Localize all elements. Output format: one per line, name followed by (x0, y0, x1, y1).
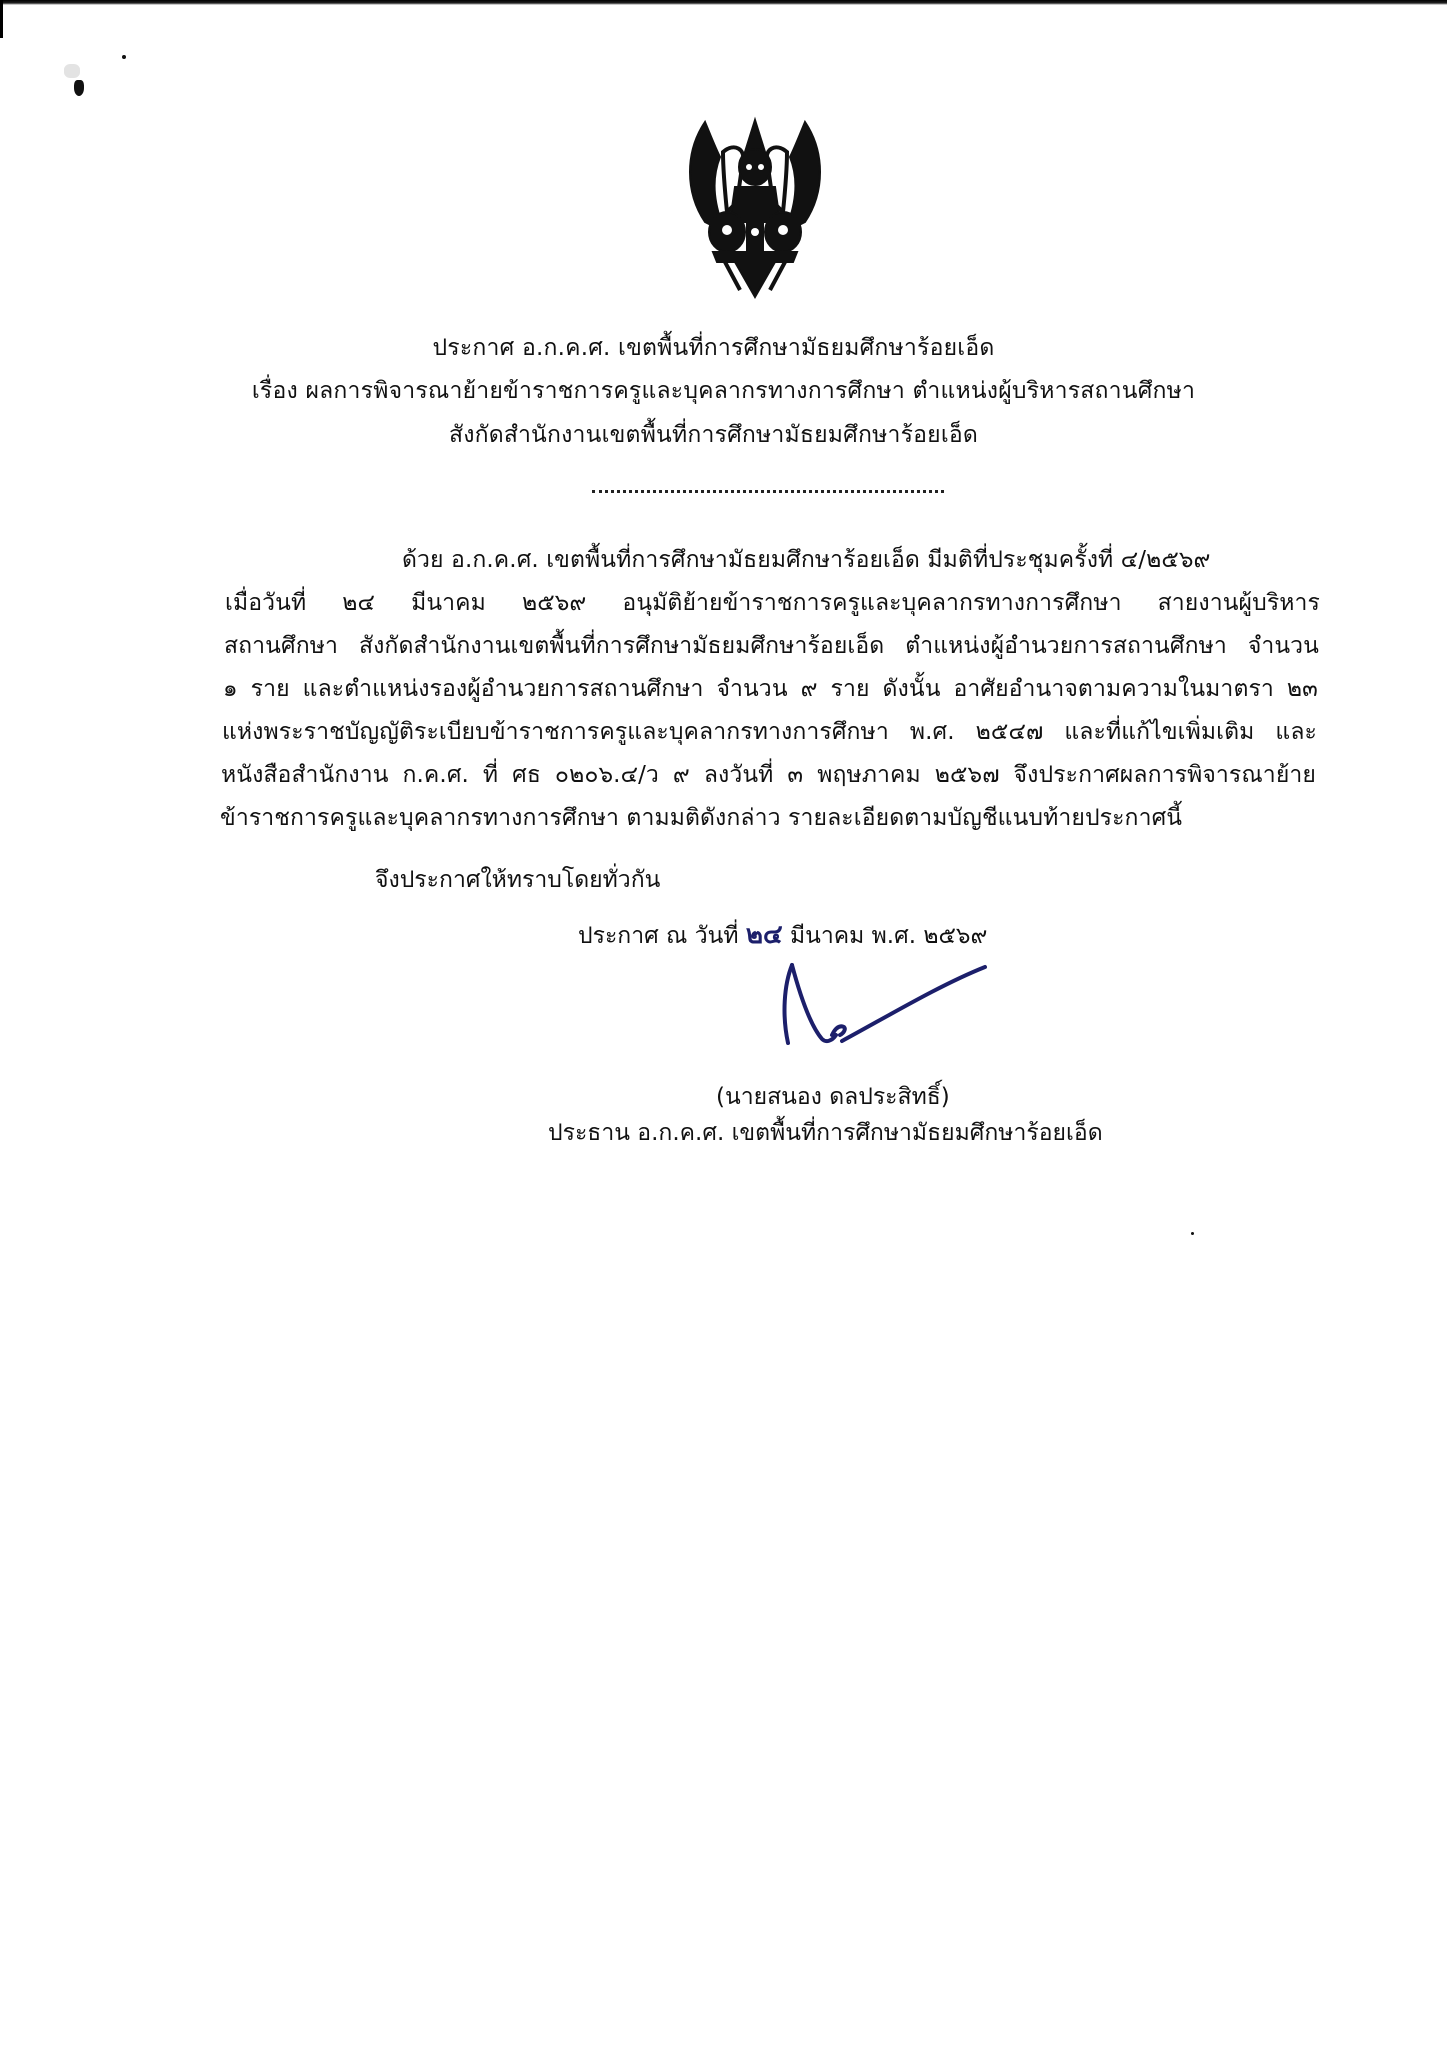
scan-artifact (1191, 1232, 1194, 1235)
signature-icon (780, 955, 1000, 1055)
body-line-6: หนังสือสำนักงาน ก.ค.ศ. ที่ ศธ ๐๒๐๖.๔/ว ๙ ลงวันที่ ๓ พฤษภาคม ๒๕๖๗ จึงประกาศผลการพิจารณาย้าย (221, 762, 1316, 788)
date-suffix: มีนาคม พ.ศ. ๒๕๖๙ (789, 923, 988, 949)
scan-artifact (122, 55, 126, 59)
scan-artifact (74, 80, 84, 96)
body-line-3: สถานศึกษา สังกัดสำนักงานเขตพื้นที่การศึกษามัธยมศึกษาร้อยเอ็ด ตำแหน่งผู้อำนวยการสถานศึกษา จำนวน (224, 633, 1319, 659)
announcement-affiliation: สังกัดสำนักงานเขตพื้นที่การศึกษามัธยมศึกษาร้อยเอ็ด (448, 422, 979, 448)
scan-border-top (0, 0, 1447, 5)
body-line-5: แห่งพระราชบัญญัติระเบียบข้าราชการครูและบุคลากรทางการศึกษา พ.ศ. ๒๕๔๗ และที่แก้ไขเพิ่มเติม และ (222, 719, 1317, 745)
body-line-2: เมื่อวันที่ ๒๔ มีนาคม ๒๕๖๙ อนุมัติย้ายข้าราชการครูและบุคลากรทางการศึกษา สายงานผู้บริหาร (225, 590, 1320, 616)
signatory-name: (นายสนอง ดลประสิทธิ์) (716, 1084, 950, 1110)
date-prefix: ประกาศ ณ วันที่ (578, 923, 739, 949)
announcement-date (578, 920, 987, 951)
signatory-title: ประธาน อ.ก.ค.ศ. เขตพื้นที่การศึกษามัธยมศึกษาร้อยเอ็ด (548, 1120, 1103, 1146)
body-line-1: ด้วย อ.ก.ค.ศ. เขตพื้นที่การศึกษามัธยมศึกษาร้อยเอ็ด มีมติที่ประชุมครั้งที่ ๔/๒๕๖๙ (402, 547, 1211, 573)
body-line-7: ข้าราชการครูและบุคลากรทางการศึกษา ตามมติดังกล่าว รายละเอียดตามบัญชีแนบท้ายประกาศนี้ (220, 805, 1183, 831)
date-day-handwritten: ๒๔ (745, 920, 783, 950)
announcement-title: ประกาศ อ.ก.ค.ศ. เขตพื้นที่การศึกษามัธยมศึกษาร้อยเอ็ด (432, 335, 995, 361)
garuda-emblem-icon (665, 112, 845, 302)
heading-separator (592, 490, 944, 493)
announcement-subject: เรื่อง ผลการพิจารณาย้ายข้าราชการครูและบุคลากรทางการศึกษา ตำแหน่งผู้บริหารสถานศึกษา (251, 378, 1196, 404)
scan-border-left (0, 0, 3, 38)
scan-artifact (64, 64, 80, 78)
body-line-4: ๑ ราย และตำแหน่งรองผู้อำนวยการสถานศึกษา จำนวน ๙ ราย ดังนั้น อาศัยอำนาจตามความในมาตรา ๒๓ (223, 676, 1318, 702)
closing-statement: จึงประกาศให้ทราบโดยทั่วกัน (375, 867, 661, 893)
